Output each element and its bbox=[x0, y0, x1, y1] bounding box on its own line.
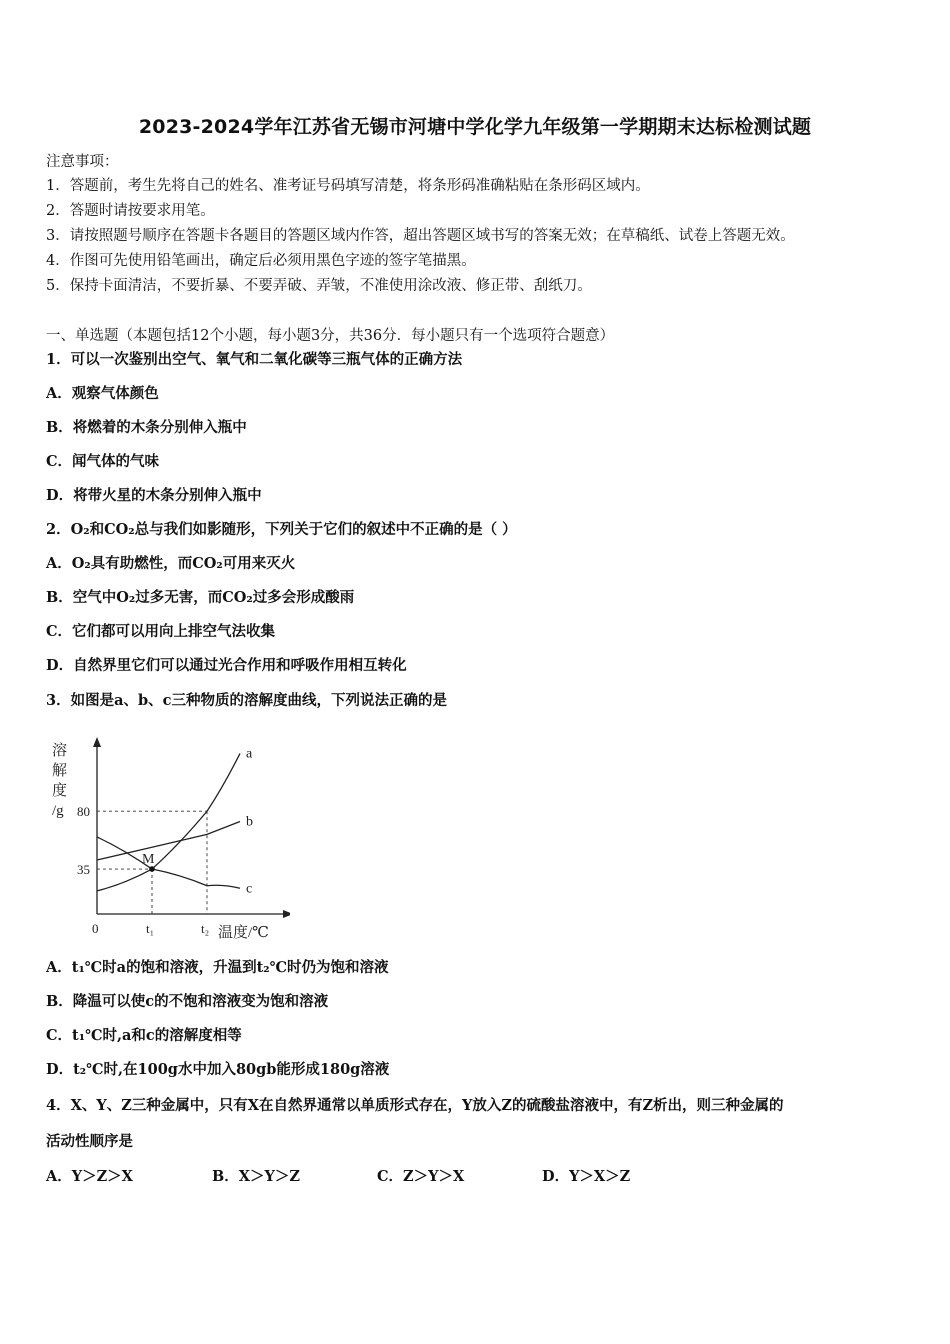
q1-option-c: C．闻气体的气味 bbox=[46, 453, 160, 470]
q4-option-d: D．Y＞X＞Z bbox=[542, 1168, 631, 1185]
question-1-stem: 1．可以一次鉴别出空气、氧气和二氧化碳等三瓶气体的正确方法 bbox=[46, 351, 463, 368]
note-item: 5．保持卡面清洁，不要折暴、不要弄破、弄皱，不准使用涂改液、修正带、刮纸刀。 bbox=[46, 278, 592, 294]
notes-heading: 注意事项： bbox=[46, 154, 119, 170]
y-axis-label: 溶 bbox=[52, 743, 68, 759]
q4-option-a: A．Y＞Z＞X bbox=[46, 1168, 133, 1185]
question-3-stem: 3．如图是a、b、c三种物质的溶解度曲线，下列说法正确的是 bbox=[46, 692, 447, 709]
point-m-label: M bbox=[142, 852, 155, 868]
q3-option-a: A．t₁℃时a的饱和溶液，升温到t₂℃时仍为饱和溶液 bbox=[46, 959, 389, 976]
x-axis-label: 温度/℃ bbox=[218, 925, 269, 941]
curve-label-c: c bbox=[246, 881, 253, 897]
q1-option-a: A．观察气体颜色 bbox=[46, 385, 159, 402]
q2-option-a: A．O₂具有助燃性，而CO₂可用来灭火 bbox=[46, 555, 296, 572]
x-tick-label: t₂ bbox=[201, 921, 210, 936]
curve-label-a: a bbox=[246, 746, 253, 762]
q3-option-c: C．t₁℃时,a和c的溶解度相等 bbox=[46, 1027, 242, 1044]
point-m bbox=[149, 866, 155, 872]
question-4-stem: 4．X、Y、Z三种金属中，只有X在自然界通常以单质形式存在，Y放入Z的硫酸盐溶液中，有Z析出，则三种金属的 bbox=[46, 1097, 784, 1114]
q3-option-b: B．降温可以使c的不饱和溶液变为饱和溶液 bbox=[46, 993, 329, 1010]
x-axis-arrow bbox=[283, 910, 290, 918]
q3-option-d: D．t₂℃时,在100g水中加入80gb能形成180g溶液 bbox=[46, 1061, 390, 1078]
q4-option-b: B．X＞Y＞Z bbox=[212, 1168, 300, 1185]
note-item: 2．答题时请按要求用笔。 bbox=[46, 203, 215, 219]
note-item: 3．请按照题号顺序在答题卡各题目的答题区域内作答，超出答题区域书写的答案无效；在草稿纸、试卷上答题无效。 bbox=[46, 228, 795, 244]
question-2-stem: 2．O₂和CO₂总与我们如影随形，下列关于它们的叙述中不正确的是（ ） bbox=[46, 521, 517, 538]
note-item: 4．作图可先使用铅笔画出，确定后必须用黑色字迹的签字笔描黑。 bbox=[46, 253, 476, 269]
y-axis-label: 解 bbox=[52, 763, 68, 779]
curve-a bbox=[97, 753, 240, 890]
q2-option-b: B．空气中O₂过多无害，而CO₂过多会形成酸雨 bbox=[46, 589, 355, 606]
y-tick-label: 80 bbox=[77, 804, 90, 820]
y-axis-label: /g bbox=[52, 803, 64, 819]
q2-option-d: D．自然界里它们可以通过光合作用和呼吸作用相互转化 bbox=[46, 657, 407, 674]
y-axis-arrow bbox=[93, 737, 101, 747]
note-item: 1．答题前，考生先将自己的姓名、准考证号码填写清楚，将条形码准确粘贴在条形码区域内。 bbox=[46, 178, 650, 194]
q2-option-c: C．它们都可以用向上排空气法收集 bbox=[46, 623, 276, 640]
solubility-chart bbox=[40, 735, 290, 945]
q1-option-d: D．将带火星的木条分别伸入瓶中 bbox=[46, 487, 262, 504]
question-4-stem-cont: 活动性顺序是 bbox=[46, 1133, 133, 1150]
exam-title: 2023-2024学年江苏省无锡市河塘中学化学九年级第一学期期末达标检测试题 bbox=[138, 116, 812, 138]
q4-option-c: C．Z＞Y＞X bbox=[377, 1168, 465, 1185]
x-tick-label: 0 bbox=[92, 921, 99, 936]
curve-label-b: b bbox=[246, 814, 253, 830]
x-tick-label: t₁ bbox=[146, 921, 155, 936]
q1-option-b: B．将燃着的木条分别伸入瓶中 bbox=[46, 419, 247, 436]
section-heading: 一、单选题（本题包括12个小题，每小题3分，共36分．每小题只有一个选项符合题意） bbox=[46, 328, 615, 344]
y-axis-label: 度 bbox=[52, 783, 68, 799]
curve-c bbox=[97, 837, 240, 888]
y-tick-label: 35 bbox=[77, 862, 90, 878]
